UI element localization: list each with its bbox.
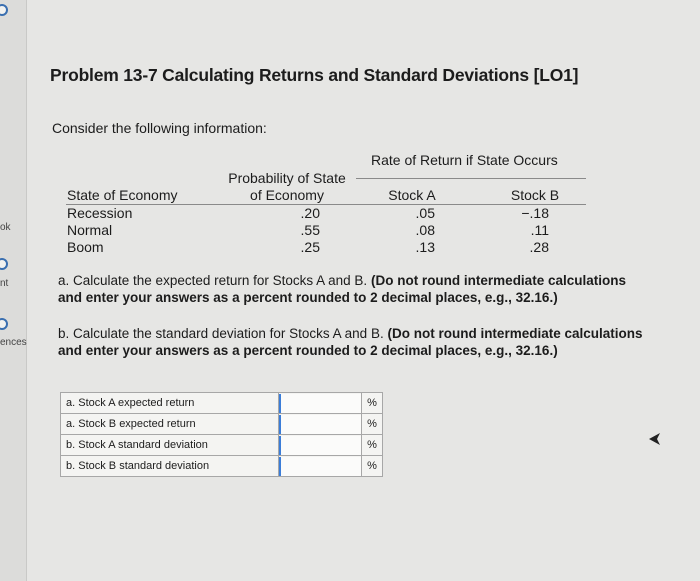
row-prob: .55	[300, 222, 320, 238]
sidebar-fragment-ences[interactable]: ences	[0, 337, 27, 348]
col-header-prob-2: of Economy	[250, 187, 324, 203]
answer-label: a. Stock A expected return	[61, 393, 279, 414]
stock-a-expected-return-input[interactable]	[279, 394, 361, 413]
question-b-text: b. Calculate the standard deviation for Stocks A and B.	[58, 326, 384, 341]
stock-b-expected-return-input[interactable]	[279, 415, 361, 434]
answer-row	[61, 393, 383, 414]
percent-unit: %	[362, 456, 383, 477]
left-sidebar	[0, 0, 27, 581]
question-a-text: a. Calculate the expected return for Stocks A and B.	[58, 273, 368, 288]
row-stock-b: .28	[529, 239, 549, 255]
row-stock-a: .05	[415, 205, 435, 221]
answer-label: a. Stock B expected return	[61, 414, 279, 435]
question-a	[58, 272, 650, 306]
row-stock-a: .13	[415, 239, 435, 255]
answer-row	[61, 435, 383, 456]
header-divider	[356, 178, 586, 179]
question-b-instructions: (Do not round intermediate calculations and enter your answers as a percent rounded to 2 decimal places, e.g., 32.16.)	[58, 326, 643, 358]
row-stock-b: −.18	[521, 205, 549, 221]
mouse-cursor-icon	[648, 432, 662, 446]
row-state: Normal	[67, 222, 113, 238]
row-prob: .20	[300, 205, 320, 221]
problem-intro: Consider the following information:	[52, 120, 267, 136]
stock-a-std-dev-input[interactable]	[279, 436, 361, 455]
percent-unit: %	[362, 435, 383, 456]
answer-label: b. Stock B standard deviation	[61, 456, 279, 477]
row-state: Recession	[67, 205, 133, 221]
answer-table	[60, 392, 383, 477]
sidebar-fragment-nt[interactable]: nt	[0, 278, 9, 289]
answer-label: b. Stock A standard deviation	[61, 435, 279, 456]
percent-unit: %	[362, 393, 383, 414]
answer-row	[61, 414, 383, 435]
question-a-instructions: (Do not round intermediate calculations and enter your answers as a percent rounded to 2 decimal places, e.g., 32.16.)	[58, 273, 626, 305]
row-prob: .25	[300, 239, 320, 255]
problem-title: Problem 13-7 Calculating Returns and Standard Deviations [LO1]	[50, 65, 579, 85]
group-header: Rate of Return if State Occurs	[371, 152, 558, 168]
row-stock-a: .08	[415, 222, 435, 238]
sidebar-fragment-ok[interactable]: ok	[0, 222, 11, 233]
stock-b-std-dev-input[interactable]	[279, 457, 361, 476]
col-header-prob-1: Probability of State	[228, 170, 346, 186]
row-state: Boom	[67, 239, 104, 255]
col-header-state: State of Economy	[67, 187, 178, 203]
percent-unit: %	[362, 414, 383, 435]
col-header-stock-a: Stock A	[388, 187, 436, 203]
col-header-stock-b: Stock B	[510, 187, 560, 203]
row-stock-b: .11	[530, 222, 549, 238]
answer-row	[61, 456, 383, 477]
question-b	[58, 325, 650, 359]
